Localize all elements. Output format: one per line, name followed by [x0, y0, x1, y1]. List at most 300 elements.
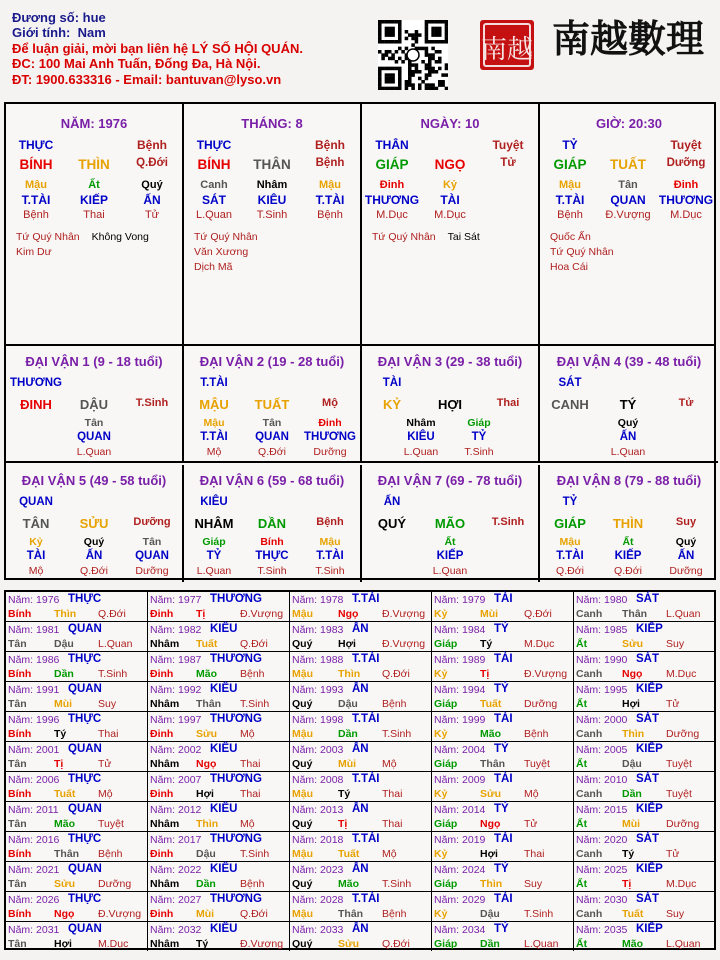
year-number: 1980 — [604, 594, 628, 606]
year-cell[interactable] — [148, 592, 290, 621]
year-label — [576, 654, 627, 666]
pillar-title: THÁNG: 8 — [241, 116, 303, 131]
pillar-branch-stage: Dưỡng — [666, 157, 706, 169]
year-cell[interactable] — [290, 922, 432, 951]
hidden-life-stage: Mộ — [28, 565, 44, 577]
hidden-stem: Tân — [84, 417, 104, 429]
pillar-branch-stage: Q.Đới — [136, 157, 168, 169]
hidden-stem: Mậu — [559, 536, 581, 548]
year-cell[interactable] — [6, 622, 148, 651]
year-label — [434, 804, 485, 816]
hidden-ten-god: T.TÀI — [315, 193, 345, 207]
hidden-stem: Giáp — [202, 536, 226, 548]
year-ten-god: T.TÀI — [352, 653, 380, 665]
year-prefix: Năm: — [150, 834, 176, 846]
year-cell[interactable] — [148, 802, 290, 831]
year-label — [8, 714, 59, 726]
pillar-earthly-branch: THÌN — [78, 157, 110, 172]
year-branch: Sửu — [54, 878, 76, 890]
year-stem: Bính — [8, 668, 32, 680]
year-cell[interactable] — [574, 742, 714, 771]
year-number: 2016 — [36, 834, 60, 846]
year-cell[interactable] — [432, 712, 574, 741]
year-branch: Tị — [338, 818, 348, 830]
year-stem: Tân — [8, 638, 27, 650]
year-number: 1985 — [604, 624, 628, 636]
year-stem: Mậu — [292, 608, 313, 620]
dai-van-4 — [540, 346, 718, 463]
star-name: Dịch Mã — [194, 261, 233, 273]
year-branch: Mão — [622, 938, 643, 950]
year-prefix: Năm: — [292, 624, 318, 636]
year-number: 1981 — [36, 624, 60, 636]
year-stem: Quý — [292, 818, 313, 830]
dai-van-3 — [362, 346, 540, 463]
year-cell[interactable] — [574, 802, 714, 831]
year-life-stage: Bệnh — [382, 908, 407, 920]
hidden-life-stage: Q.Đới — [80, 565, 108, 577]
year-life-stage: Tuyệt — [524, 758, 550, 770]
year-stem: Mậu — [292, 728, 313, 740]
year-branch: Hợi — [196, 788, 214, 800]
hidden-stem: Tân — [142, 536, 162, 548]
year-prefix: Năm: — [150, 864, 176, 876]
year-ten-god: TÀI — [494, 653, 513, 665]
year-life-stage: Suy — [524, 878, 543, 890]
year-prefix: Năm: — [576, 684, 602, 696]
year-branch: Ngọ — [622, 668, 643, 680]
year-cell[interactable] — [148, 892, 290, 921]
year-branch: Thìn — [196, 818, 219, 830]
dai-van-title: ĐẠI VẬN 2 (19 - 28 tuổi) — [199, 354, 345, 369]
year-cell[interactable] — [6, 682, 148, 711]
year-cell[interactable] — [432, 592, 574, 621]
year-stem: Canh — [576, 668, 603, 680]
year-cell[interactable] — [574, 772, 714, 801]
year-branch: Hợi — [54, 938, 72, 950]
pillar-branch-stage: Tử — [500, 157, 516, 169]
year-cell[interactable] — [148, 712, 290, 741]
year-cell[interactable] — [148, 862, 290, 891]
red-seal-stamp — [478, 18, 536, 72]
year-ten-god: THỰC — [68, 773, 102, 785]
pillar-heavenly-stem: GIÁP — [375, 157, 409, 172]
year-branch: Thân — [622, 608, 648, 620]
year-number: 2018 — [320, 834, 344, 846]
qr-code-icon[interactable] — [378, 20, 448, 90]
dai-van-life-stage: Suy — [675, 516, 697, 528]
hidden-ten-god: ẤN — [85, 550, 103, 562]
year-cell[interactable] — [6, 772, 148, 801]
year-stem: Kỷ — [434, 908, 448, 920]
year-ten-god: ẤN — [352, 623, 369, 635]
year-prefix: Năm: — [292, 924, 318, 936]
year-number: 2004 — [462, 744, 486, 756]
hidden-ten-god: ẤN — [619, 431, 637, 443]
pillar-4 — [540, 104, 718, 344]
year-prefix: Năm: — [434, 654, 460, 666]
year-label — [8, 834, 59, 846]
hidden-life-stage: M.Dục — [670, 209, 702, 221]
year-label — [292, 894, 343, 906]
year-number: 2034 — [462, 924, 486, 936]
dai-van-2 — [184, 346, 362, 463]
year-label — [576, 774, 627, 786]
year-life-stage: Q.Đới — [382, 938, 410, 950]
year-life-stage: M.Dục — [98, 938, 129, 950]
hidden-stem: Kỷ — [442, 179, 458, 191]
year-cell[interactable] — [6, 922, 148, 951]
year-ten-god: QUAN — [68, 923, 102, 935]
year-cell[interactable] — [432, 772, 574, 801]
hidden-stem: Mậu — [319, 536, 341, 548]
year-branch: Mão — [196, 668, 217, 680]
year-cell[interactable] — [432, 652, 574, 681]
year-life-stage: T.Sinh — [382, 878, 412, 890]
year-cell[interactable] — [6, 862, 148, 891]
year-number: 2019 — [462, 834, 486, 846]
year-label — [576, 714, 627, 726]
hidden-ten-god: KIÊU — [257, 193, 287, 207]
year-stem: Ất — [576, 698, 588, 710]
year-cell[interactable] — [148, 622, 290, 651]
year-prefix: Năm: — [434, 624, 460, 636]
year-label — [8, 804, 59, 816]
year-stem: Giáp — [434, 638, 458, 650]
dai-van-stem: MẬU — [199, 397, 229, 412]
year-cell[interactable] — [148, 922, 290, 951]
year-cell[interactable] — [290, 622, 432, 651]
year-ten-god: TỶ — [494, 803, 509, 815]
year-label — [150, 654, 201, 666]
year-ten-god: TÀI — [494, 713, 513, 725]
year-label — [576, 924, 627, 936]
year-number: 2035 — [604, 924, 628, 936]
year-label — [576, 684, 627, 696]
year-number: 2024 — [462, 864, 486, 876]
year-cell[interactable] — [6, 802, 148, 831]
year-stem: Tân — [8, 938, 27, 950]
dai-van-ten-god: ẤN — [383, 496, 401, 508]
year-branch: Mùi — [54, 698, 73, 710]
year-cell[interactable] — [574, 592, 714, 621]
year-life-stage: Dưỡng — [666, 728, 700, 740]
year-cell[interactable] — [574, 892, 714, 921]
hidden-life-stage: L.Quan — [432, 565, 468, 577]
year-number: 2031 — [36, 924, 60, 936]
year-ten-god: TỶ — [494, 923, 509, 935]
year-cell[interactable] — [290, 772, 432, 801]
chart-header — [0, 0, 720, 100]
star-name: Kim Dư — [16, 246, 52, 258]
year-branch: Mùi — [196, 908, 215, 920]
year-cell[interactable] — [290, 802, 432, 831]
year-stem: Quý — [292, 938, 313, 950]
dai-van-stem: GIÁP — [554, 516, 586, 531]
hidden-life-stage: L.Quan — [403, 446, 439, 458]
year-cell[interactable] — [432, 622, 574, 651]
year-cell[interactable] — [148, 832, 290, 861]
year-branch: Mão — [338, 878, 359, 890]
table-row — [6, 772, 714, 802]
hidden-life-stage: Mộ — [206, 446, 222, 458]
year-ten-god: QUAN — [68, 863, 102, 875]
dai-van-stem: CANH — [551, 397, 589, 412]
hidden-ten-god: THƯƠNG — [658, 193, 714, 207]
table-row — [6, 802, 714, 832]
year-cell[interactable] — [6, 742, 148, 771]
year-label — [292, 654, 343, 666]
dai-van-6 — [184, 465, 362, 582]
year-life-stage: Tử — [666, 848, 680, 860]
dai-van-branch: TÝ — [619, 397, 637, 412]
year-life-stage: Đ.Vượng — [524, 668, 568, 680]
year-cell[interactable] — [6, 892, 148, 921]
year-branch: Mão — [54, 818, 75, 830]
dai-van-ten-god: KIÊU — [200, 496, 228, 508]
pillar-title: NGÀY: 10 — [420, 116, 480, 131]
year-cell[interactable] — [574, 862, 714, 891]
hidden-life-stage: Dưỡng — [313, 446, 347, 458]
hidden-stem: Mậu — [25, 179, 47, 191]
year-number: 1976 — [36, 594, 60, 606]
year-stem: Canh — [576, 848, 603, 860]
year-stem: Canh — [576, 728, 603, 740]
hidden-life-stage: Đ.Vượng — [605, 209, 651, 221]
year-prefix: Năm: — [8, 804, 34, 816]
year-cell[interactable] — [574, 622, 714, 651]
hidden-stem: Canh — [200, 179, 228, 191]
year-label — [150, 894, 201, 906]
year-cell[interactable] — [432, 892, 574, 921]
pillar-title: NĂM: 1976 — [60, 116, 128, 131]
year-cell[interactable] — [574, 712, 714, 741]
year-stem: Ất — [576, 638, 588, 650]
year-life-stage: Q.Đới — [240, 638, 268, 650]
hidden-stem: Quý — [141, 179, 163, 191]
year-cell[interactable] — [432, 832, 574, 861]
year-cell[interactable] — [148, 772, 290, 801]
year-branch: Thìn — [338, 668, 361, 680]
hidden-stem: Tân — [618, 179, 638, 191]
year-branch: Ngọ — [196, 758, 217, 770]
year-prefix: Năm: — [292, 834, 318, 846]
year-life-stage: Q.Đới — [524, 608, 552, 620]
year-number: 2032 — [178, 924, 202, 936]
year-prefix: Năm: — [292, 894, 318, 906]
year-cell[interactable] — [432, 802, 574, 831]
year-branch: Thân — [338, 908, 364, 920]
year-stem: Đinh — [150, 788, 174, 800]
year-stem: Quý — [292, 878, 313, 890]
year-label — [292, 864, 343, 876]
hidden-stem: Quý — [617, 417, 639, 429]
hidden-life-stage: Thai — [83, 209, 105, 221]
pillar-stars — [16, 230, 176, 260]
year-cell[interactable] — [432, 862, 574, 891]
year-branch: Tý — [338, 788, 351, 800]
year-cell[interactable] — [290, 592, 432, 621]
year-number: 2027 — [178, 894, 202, 906]
year-stem: Đinh — [150, 668, 174, 680]
dai-van-branch: HỢI — [437, 397, 463, 412]
year-cell[interactable] — [290, 832, 432, 861]
year-ten-god: QUAN — [68, 743, 102, 755]
year-stem: Nhâm — [150, 818, 180, 830]
year-prefix: Năm: — [292, 804, 318, 816]
year-label — [292, 684, 343, 696]
year-cell[interactable] — [574, 682, 714, 711]
year-number: 2021 — [36, 864, 60, 876]
year-ten-god: THỰC — [68, 893, 102, 905]
dai-van-life-stage: Bệnh — [316, 516, 344, 528]
year-branch: Ngọ — [54, 908, 75, 920]
year-stem: Tân — [8, 698, 27, 710]
hidden-ten-god: KIẾP — [436, 550, 464, 562]
year-ten-god: ẤN — [352, 923, 369, 935]
year-cell[interactable] — [574, 832, 714, 861]
hidden-ten-god: THỰC — [255, 550, 289, 562]
hidden-stem: Ất — [622, 536, 634, 548]
year-cell[interactable] — [6, 832, 148, 861]
dai-van-branch: DẦN — [257, 516, 287, 531]
dai-van-branch: THÌN — [612, 516, 644, 531]
year-number: 2013 — [320, 804, 344, 816]
hidden-stem: Nhâm — [406, 417, 436, 429]
year-label — [8, 684, 59, 696]
year-stem: Đinh — [150, 848, 174, 860]
hidden-ten-god: T.TÀI — [316, 550, 344, 562]
year-prefix: Năm: — [434, 894, 460, 906]
year-prefix: Năm: — [8, 654, 34, 666]
year-cell[interactable] — [432, 742, 574, 771]
year-stem: Giáp — [434, 878, 458, 890]
year-cell[interactable] — [290, 652, 432, 681]
year-life-stage: Q.Đới — [98, 608, 126, 620]
year-prefix: Năm: — [8, 924, 34, 936]
year-branch: Dậu — [196, 848, 216, 860]
year-number: 2028 — [320, 894, 344, 906]
year-ten-god: ẤN — [352, 683, 369, 695]
dai-van-title: ĐẠI VẬN 4 (39 - 48 tuổi) — [556, 354, 702, 369]
year-stem: Bính — [8, 608, 32, 620]
hidden-life-stage: M.Dục — [376, 209, 408, 221]
year-ten-god: THƯƠNG — [210, 653, 262, 665]
year-number: 2012 — [178, 804, 202, 816]
hidden-stem: Mậu — [559, 179, 581, 191]
year-prefix: Năm: — [434, 924, 460, 936]
table-row — [6, 862, 714, 892]
dai-van-title: ĐẠI VẬN 8 (79 - 88 tuổi) — [556, 473, 702, 488]
year-cell[interactable] — [148, 742, 290, 771]
year-label — [292, 744, 343, 756]
year-ten-god: THỰC — [68, 593, 102, 605]
year-branch: Dậu — [338, 698, 358, 710]
year-life-stage: L.Quan — [666, 938, 701, 950]
year-cell[interactable] — [290, 682, 432, 711]
hidden-stem: Kỷ — [29, 536, 43, 548]
year-branch: Tị — [622, 878, 632, 890]
year-label — [292, 624, 343, 636]
year-ten-god: TÀI — [494, 893, 513, 905]
year-life-stage: Tử — [666, 698, 680, 710]
year-cell[interactable] — [148, 682, 290, 711]
year-cell[interactable] — [432, 682, 574, 711]
dai-van-7 — [362, 465, 540, 582]
year-cell[interactable] — [290, 712, 432, 741]
hidden-life-stage: L.Quan — [195, 209, 233, 221]
year-label — [150, 624, 201, 636]
hidden-life-stage: L.Quan — [610, 446, 646, 458]
hidden-ten-god: THƯƠNG — [304, 431, 356, 443]
year-cell[interactable] — [290, 892, 432, 921]
year-prefix: Năm: — [576, 654, 602, 666]
year-ten-god: TÀI — [494, 773, 513, 785]
year-label — [8, 924, 59, 936]
table-row — [6, 922, 714, 952]
four-pillars-grid — [4, 102, 716, 580]
year-stem: Bính — [8, 788, 32, 800]
year-branch: Sửu — [622, 638, 644, 650]
pillar-earthly-branch: NGỌ — [434, 157, 466, 172]
year-number: 2017 — [178, 834, 202, 846]
year-cell[interactable] — [432, 922, 574, 951]
year-prefix: Năm: — [8, 774, 34, 786]
year-life-stage: Thai — [524, 848, 545, 860]
year-prefix: Năm: — [150, 714, 176, 726]
year-stem: Nhâm — [150, 938, 180, 950]
year-prefix: Năm: — [576, 714, 602, 726]
year-cell[interactable] — [6, 592, 148, 621]
table-row — [6, 892, 714, 922]
year-cell[interactable] — [6, 652, 148, 681]
hidden-life-stage: Q.Đới — [556, 565, 584, 577]
dai-van-title: ĐẠI VẬN 7 (69 - 78 tuổi) — [377, 473, 523, 488]
year-label — [434, 594, 485, 606]
year-cell[interactable] — [290, 862, 432, 891]
table-row — [6, 652, 714, 682]
year-prefix: Năm: — [576, 834, 602, 846]
year-ten-god: THỰC — [68, 713, 102, 725]
year-branch: Dần — [338, 728, 358, 740]
year-number: 1979 — [462, 594, 486, 606]
year-branch: Dần — [480, 938, 500, 950]
year-cell[interactable] — [290, 742, 432, 771]
year-cell[interactable] — [574, 922, 714, 951]
year-prefix: Năm: — [8, 834, 34, 846]
hidden-life-stage: Bệnh — [23, 209, 49, 221]
year-prefix: Năm: — [576, 804, 602, 816]
pillar-life-stage: Tuyệt — [492, 138, 524, 152]
year-cell[interactable] — [574, 652, 714, 681]
hidden-ten-god: TỶ — [206, 550, 222, 562]
dai-van-5 — [6, 465, 184, 582]
year-stem: Mậu — [292, 788, 313, 800]
year-stem: Bính — [8, 728, 32, 740]
year-number: 1993 — [320, 684, 344, 696]
year-branch: Thân — [54, 848, 80, 860]
hidden-life-stage: Bệnh — [557, 209, 583, 221]
year-cell[interactable] — [6, 712, 148, 741]
year-label — [8, 624, 59, 636]
seal-text: 南越 — [480, 35, 534, 65]
year-cell[interactable] — [148, 652, 290, 681]
year-life-stage: M.Dục — [666, 878, 697, 890]
year-prefix: Năm: — [150, 684, 176, 696]
contact-phone-email: ĐT: 1900.633316 - Email: bantuvan@lyso.vn — [12, 71, 282, 87]
year-life-stage: Mộ — [98, 788, 113, 800]
year-branch: Dậu — [480, 908, 500, 920]
